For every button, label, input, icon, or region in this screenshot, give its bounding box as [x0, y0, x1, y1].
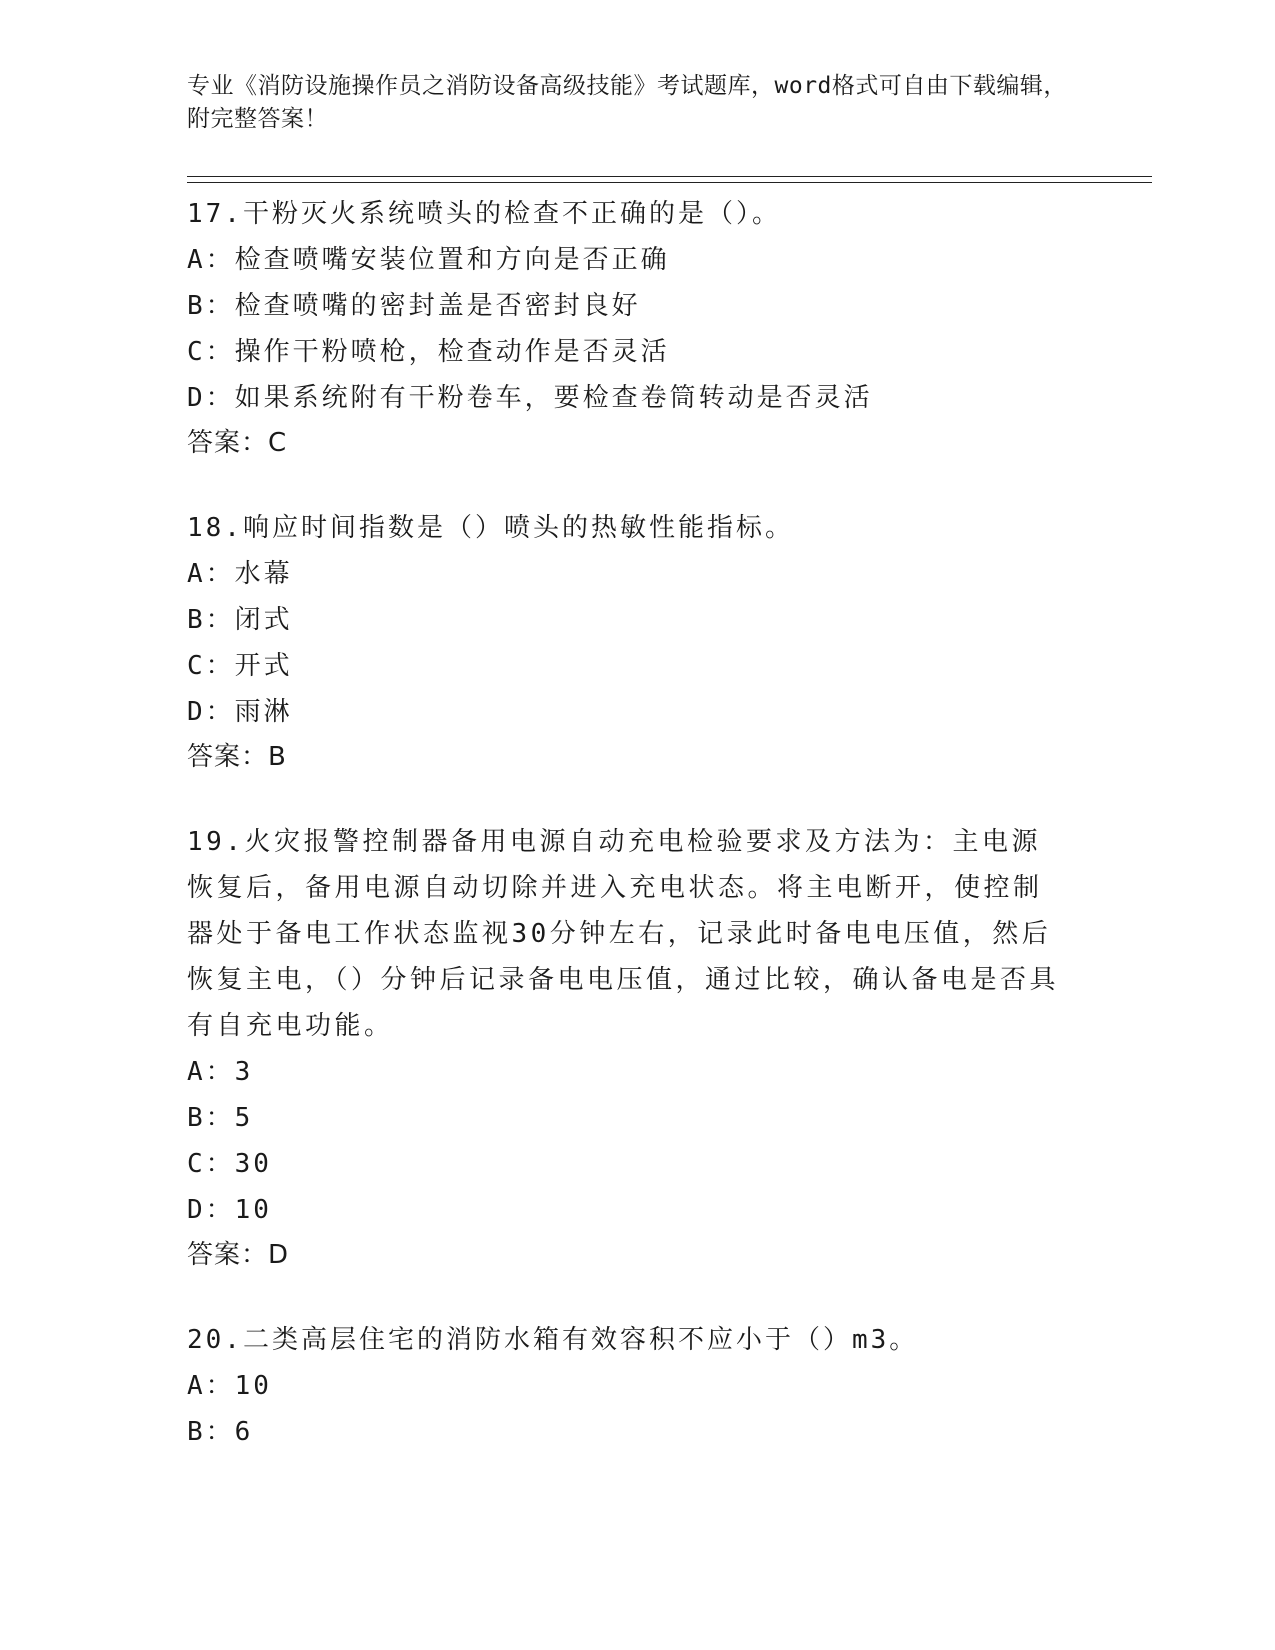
question-17	[187, 191, 1147, 465]
option-b: B：检查喷嘴的密封盖是否密封良好	[187, 291, 641, 321]
option-c: C：开式	[187, 651, 293, 681]
option-a: A：10	[187, 1371, 272, 1401]
document-page	[187, 70, 1147, 1495]
option-b: B：6	[187, 1417, 254, 1447]
question-stem: 17.干粉灭火系统喷头的检查不正确的是（）。	[187, 199, 781, 229]
option-d: D：如果系统附有干粉卷车，要检查卷筒转动是否灵活	[187, 383, 873, 413]
option-c: C：30	[187, 1149, 272, 1179]
question-20	[187, 1317, 1147, 1455]
header-divider	[187, 176, 1152, 183]
option-d: D：10	[187, 1195, 272, 1225]
question-18	[187, 505, 1147, 779]
option-c: C：操作干粉喷枪，检查动作是否灵活	[187, 337, 670, 367]
question-19	[187, 819, 1147, 1277]
document-header: 专业《消防设施操作员之消防设备高级技能》考试题库，word格式可自由下载编辑，附完整答案！	[187, 73, 1067, 132]
option-b: B：5	[187, 1103, 254, 1133]
option-a: A：检查喷嘴安装位置和方向是否正确	[187, 245, 670, 275]
option-a: A：水幕	[187, 559, 293, 589]
question-stem: 19.火灾报警控制器备用电源自动充电检验要求及方法为：主电源恢复后，备用电源自动切除并进入充电状态。将主电断开，使控制器处于备电工作状态监视30分钟左右，记录此时备电电压值，然后恢复主电，（）分钟后记录备电电压值，通过比较，确认备电是否具有自充电功能。	[187, 827, 1060, 1041]
option-a: A：3	[187, 1057, 254, 1087]
answer-line: 答案：D	[187, 1240, 290, 1270]
answer-line: 答案：B	[187, 742, 287, 772]
option-b: B：闭式	[187, 605, 293, 635]
question-stem: 20.二类高层住宅的消防水箱有效容积不应小于（）m3。	[187, 1325, 919, 1355]
question-stem: 18.响应时间指数是（）喷头的热敏性能指标。	[187, 513, 794, 543]
option-d: D：雨淋	[187, 697, 293, 727]
answer-line: 答案：C	[187, 428, 288, 458]
question-list	[187, 191, 1147, 1455]
